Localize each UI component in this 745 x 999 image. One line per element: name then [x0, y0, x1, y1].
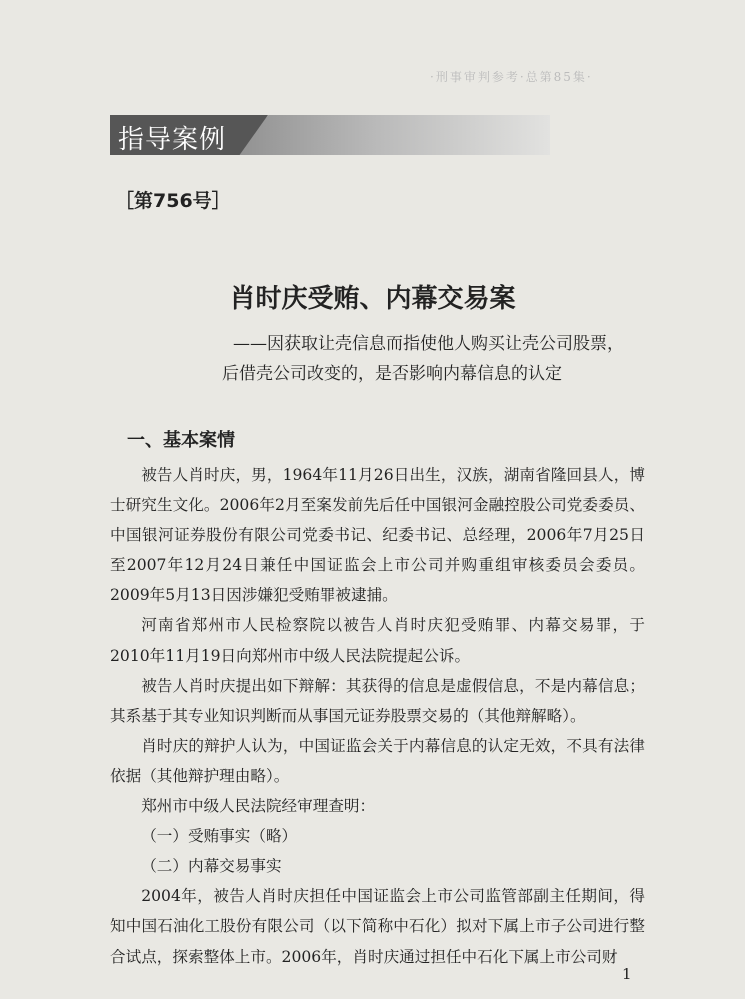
paragraph: 肖时庆的辩护人认为，中国证监会关于内幕信息的认定无效，不具有法律依据（其他辩护理由略）。: [110, 736, 645, 785]
case-title: 肖时庆受贿、内幕交易案: [229, 284, 516, 314]
section-heading: 一、基本案情: [127, 430, 235, 451]
subtitle-line-1: ——因获取让壳信息而指使他人购买让壳公司股票，: [233, 334, 624, 354]
paragraph: 被告人肖时庆，男，1964年11月26日出生，汉族，湖南省隆回县人，博士研究生文化。2006年2月至案发前先后任中国银河金融控股公司党委委员、中国银河证券股份有限公司党委书记、纪委书记、总经理，2006年7月25日至2007年12月24日兼任中国证监会上市公司并购重组审核委员会委员。2009年5月13日因涉嫌犯受贿罪被逮捕。: [110, 466, 645, 605]
paragraph: 郑州市中级人民法院经审理查明：: [141, 797, 376, 816]
paragraph: （二）内幕交易事实: [141, 857, 282, 876]
paragraph: 河南省郑州市人民检察院以被告人肖时庆犯受贿罪、内幕交易罪，于2010年11月19日向郑州市中级人民法院提起公诉。: [110, 616, 645, 665]
paragraph: 2004年，被告人肖时庆担任中国证监会上市公司监管部副主任期间，得知中国石油化工股份有限公司（以下简称中石化）拟对下属上市子公司进行整合试点，探索整体上市。2006年，肖时庆通过担任中石化下属上市公司财: [110, 887, 645, 966]
paragraph: （一）受贿事实（略）: [141, 827, 298, 846]
guiding-case-banner: [110, 115, 550, 155]
running-header: ·刑事审判参考·总第85集·: [430, 70, 593, 84]
page-number: 1: [622, 965, 632, 983]
case-number: ［第756号］: [115, 190, 231, 212]
body-text: [110, 460, 645, 972]
banner-label: 指导案例: [118, 125, 227, 155]
subtitle-line-2: 后借壳公司改变的，是否影响内幕信息的认定: [222, 364, 562, 384]
banner-gradient: [230, 115, 550, 155]
paragraph: 被告人肖时庆提出如下辩解：其获得的信息是虚假信息，不是内幕信息；其系基于其专业知识判断而从事国元证券股票交易的（其他辩解略）。: [110, 676, 645, 725]
